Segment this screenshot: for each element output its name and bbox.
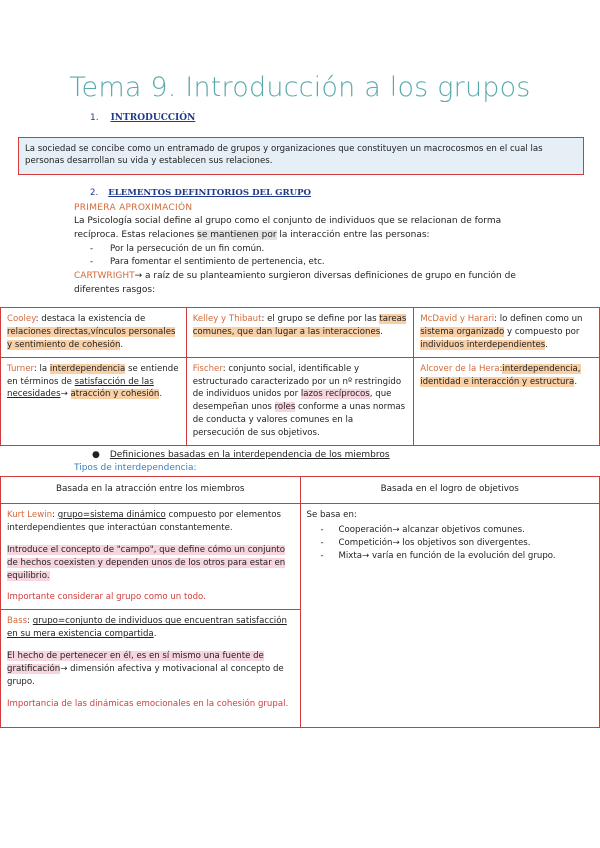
definiciones-bullet: ● Definiciones basadas en la interdependencia de los miembros (92, 450, 390, 460)
author-cell-alcover: Alcover de la Hera:interdependencia, identidad e interacción y estructura. (414, 357, 600, 445)
list-item: - Competición→ los objetivos son divergentes. (321, 537, 594, 550)
list-item: - Cooperación→ alcanzar objetivos comunes. (321, 524, 594, 537)
list-item: - Mixta→ varía en función de la evolución del grupo. (321, 550, 594, 563)
list-item: - Por la persecución de un fin común. (90, 243, 325, 256)
subheading: PRIMERA APROXIMACIÓN (74, 203, 193, 213)
list-item: - Para fomentar el sentimiento de pertenencia, etc. (90, 256, 325, 269)
intro-box: La sociedad se concibe como un entramado de grupos y organizaciones que constituyen un macrocosmos en el cual las personas desarrollan su vida y establecen sus relaciones. (18, 137, 584, 175)
logro-cell: Se basa en: - Cooperación→ alcanzar objetivos comunes. - Competición→ los objetivos son divergentes. - Mixta→ varía en función de la evolución del grupo. (300, 504, 600, 728)
author-cell-cooley: Cooley: destaca la existencia de relaciones directas,vínculos personales y sentimiento de cohesión. (1, 308, 187, 358)
page-title: Tema 9. Introducción a los grupos (69, 72, 531, 103)
author-cell-fischer: Fischer: conjunto social, identificable y estructurado caracterizado por un nº restringido de individuos unidos por lazos recíprocos, que desempeñan unos roles conforme a unas normas de conducta y valores comunes en la persecución de sus objetivos. (186, 357, 414, 445)
bass-cell: Bass: grupo=conjunto de individuos que encuentran satisfacción en su mera existencia compartida. El hecho de pertenecer en él, es en sí mismo una fuente de gratificación→ dimensión afectiva y motivacional al concepto de grupo. Importancia de las dinámicas emocionales en la cohesión grupal. (1, 610, 301, 728)
highlight: se mantienen por (197, 229, 277, 240)
column-header: Basada en el logro de objetivos (300, 477, 600, 504)
author-cell-turner: Turner: la interdependencia se entiende en términos de satisfacción de las necesidades→ atracción y cohesión. (1, 357, 187, 445)
interdependence-table (0, 476, 600, 728)
bullet-dot-icon: ● (92, 450, 100, 460)
author-name: CARTWRIGHT (74, 271, 135, 281)
section-2-heading (90, 188, 311, 200)
bullet-list (90, 243, 325, 270)
authors-table (0, 307, 600, 446)
section-label: INTRODUCCIÓN (110, 113, 196, 123)
section-1-heading (90, 112, 195, 124)
lewin-cell: Kurt Lewin: grupo=sistema dinámico compuesto por elementos interdependientes que interactúan constantemente. Introduce el concepto de "campo", que define cómo un conjunto de hechos coexisten y dependen unos de los otros para estar en equilibrio. Importante considerar al grupo como un todo. (1, 504, 301, 610)
tipos-label: Tipos de interdependencia: (74, 463, 197, 473)
cartwright-paragraph: CARTWRIGHT→ a raíz de su planteamiento surgieron diversas definiciones de grupo en función de diferentes rasgos: (74, 271, 516, 295)
section-label: ELEMENTOS DEFINITORIOS DEL GRUPO (108, 188, 312, 198)
section-number: 1. (90, 113, 99, 123)
column-header: Basada en la atracción entre los miembros (1, 477, 301, 504)
section-number: 2. (90, 188, 99, 198)
definition-paragraph: La Psicología social define al grupo como el conjunto de individuos que se relacionan de forma recíproca. Estas relaciones se mantienen por la interacción entre las personas: (74, 216, 502, 240)
author-cell-kelley: Kelley y Thibaut: el grupo se define por las tareas comunes, que dan lugar a las interacciones. (186, 308, 414, 358)
author-cell-mcdavid: McDavid y Harari: lo definen como un sistema organizado y compuesto por individuos interdependientes. (414, 308, 600, 358)
